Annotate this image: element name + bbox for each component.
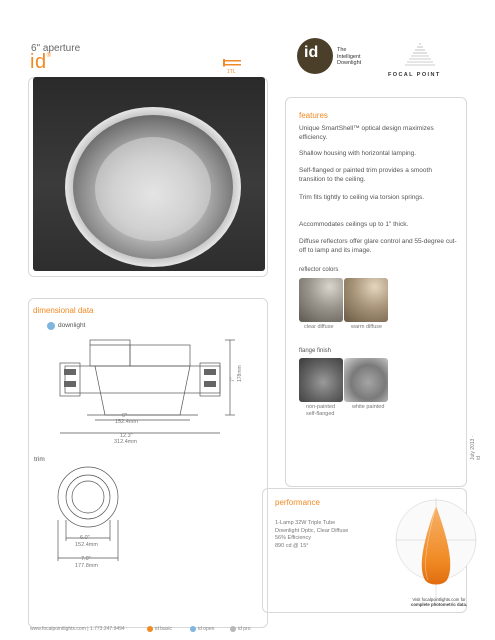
trim-inner-mm: 152.4mm xyxy=(75,542,98,548)
product-name-text: id xyxy=(30,51,47,73)
product-name xyxy=(30,51,52,74)
logo-tagline-3: Downlight xyxy=(337,60,362,66)
trim-outer-mm: 177.8mm xyxy=(75,563,98,569)
warm-diffuse-label: warm diffuse xyxy=(351,324,383,330)
performance-title: performance xyxy=(275,498,320,507)
feature-item: Accommodates ceilings up to 1" thick. xyxy=(299,221,409,228)
flange-finish-title: flange finish xyxy=(299,348,332,354)
clear-diffuse-label: clear diffuse xyxy=(304,324,334,330)
photometric-note xyxy=(409,597,469,607)
aperture-label: 6" aperture xyxy=(31,43,81,54)
id-open-icon xyxy=(190,626,196,632)
date-vertical: July 2013 · id xyxy=(470,435,482,460)
feature-item: Shallow housing with horizontal lamping. xyxy=(299,150,417,157)
feature-item: Diffuse reflectors offer glare control and 55-degree cut-off to lamp and its image. xyxy=(299,238,457,254)
focal-point-logo-icon xyxy=(400,40,440,70)
lamp-code: 1TL xyxy=(227,69,236,75)
non-painted-label: non-painted self-flanged xyxy=(306,404,336,417)
footer-contact[interactable]: www.focalpointlights.com | 1.773.247.9494 xyxy=(30,626,125,632)
footer-link-id-basic[interactable]: id basic xyxy=(155,626,172,632)
performance-line: 1-Lamp 32W Triple Tube xyxy=(275,520,336,526)
white-painted-swatch[interactable] xyxy=(344,358,388,402)
reflector-colors-title: reflector colors xyxy=(299,267,339,273)
housing-inches: 12.3" xyxy=(120,433,133,439)
white-painted-label: white painted xyxy=(352,404,385,410)
product-photo xyxy=(33,77,265,271)
id-logo-text: id xyxy=(304,44,319,61)
housing-mm: 312.4mm xyxy=(114,439,137,445)
id-pro-icon xyxy=(230,626,236,632)
footer-link-id-pro[interactable]: id pro xyxy=(238,626,251,632)
performance-line: Downlight Optic, Clear Diffuse xyxy=(275,527,349,534)
performance-line: 56% Efficiency xyxy=(275,535,311,541)
photometric-note-1: Visit focalpointlights.com for xyxy=(412,597,466,602)
id-basic-icon xyxy=(147,626,153,632)
trim-inner-inches: 6.0" xyxy=(80,535,90,541)
performance-line: 890 cd @ 15° xyxy=(275,542,309,549)
features-title: features xyxy=(299,111,328,120)
logo-tagline-2: Intelligent xyxy=(337,53,361,60)
downlight-photo-graphic xyxy=(33,77,265,271)
clear-diffuse-swatch[interactable] xyxy=(299,278,343,322)
height-mm: 178mm xyxy=(237,365,243,382)
logo-tagline-1: The xyxy=(337,47,347,53)
feature-item: Trim fits tightly to ceiling via torsion springs. xyxy=(299,194,425,201)
aperture-mm: 152.4mm xyxy=(115,419,138,425)
photometric-note-2: complete photometric data. xyxy=(410,602,468,607)
aperture-inches: 6" xyxy=(122,413,128,419)
warm-diffuse-swatch[interactable] xyxy=(344,278,388,322)
dimensional-title: dimensional data xyxy=(33,306,94,315)
performance-lines xyxy=(275,520,348,550)
logo-tagline xyxy=(337,47,397,67)
photometric-plot xyxy=(395,496,477,608)
downlight-label: downlight xyxy=(58,322,86,329)
downlight-drawing xyxy=(55,333,255,443)
non-painted-swatch[interactable] xyxy=(299,358,343,402)
focal-point-brand: FOCAL POINT xyxy=(388,72,441,78)
feature-item: Self-flanged or painted trim provides a smooth transition to the ceiling. xyxy=(299,167,432,183)
height-inches: 7" xyxy=(230,377,236,382)
product-mark: ® xyxy=(46,53,52,59)
trim-outer-inches: 7.0" xyxy=(81,556,91,562)
trim-label: trim xyxy=(34,456,45,463)
downlight-bullet-icon xyxy=(47,322,55,330)
footer-link-id-open[interactable]: id open xyxy=(198,626,215,632)
feature-item: Unique SmartShell™ optical design maximizes efficiency. xyxy=(299,125,434,141)
lamp-icon xyxy=(222,58,242,68)
